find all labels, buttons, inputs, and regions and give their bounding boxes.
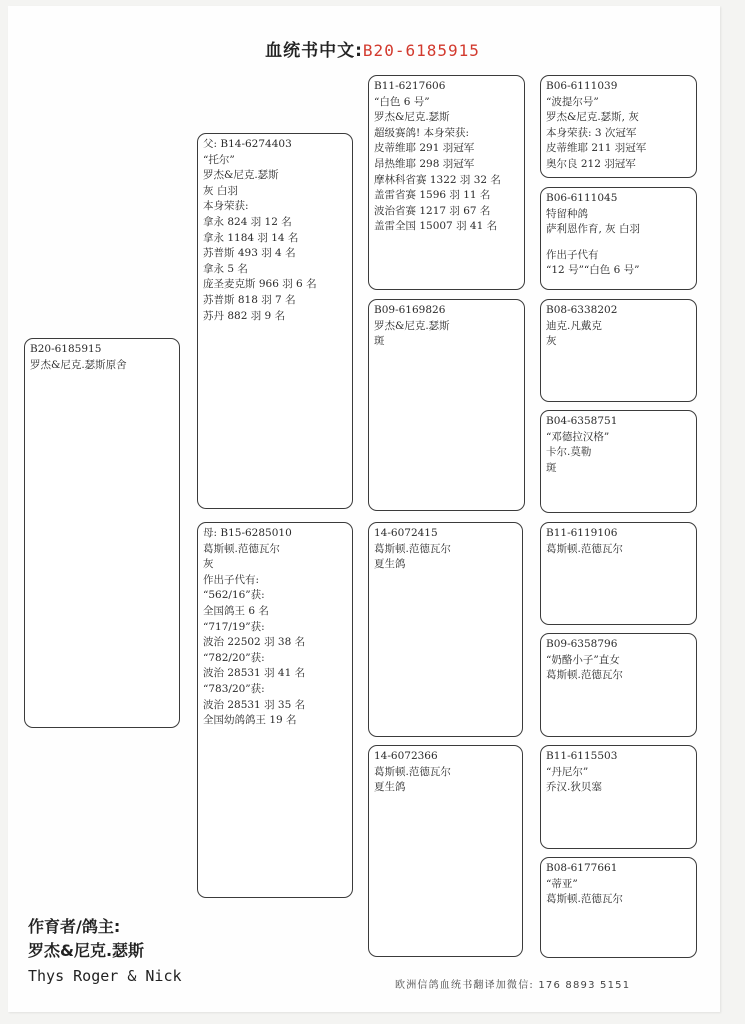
great-grandparent-box-6 — [540, 633, 697, 737]
pedigree-line: 罗杰&尼克.瑟斯, 灰 — [546, 111, 639, 124]
pedigree-line: 萨利恩作育, 灰 白羽 — [546, 223, 641, 236]
pedigree-line: 罗杰&尼克.瑟斯 — [203, 169, 279, 182]
pedigree-line: B11-6119106 — [546, 527, 618, 539]
pedigree-line: 昂热维耶 298 羽冠军 — [374, 157, 475, 170]
pedigree-line: B08-6177661 — [546, 862, 618, 874]
pedigree-line: B04-6358751 — [546, 415, 618, 427]
pedigree-line: 全国鸽王 6 名 — [203, 604, 269, 617]
pedigree-line: 灰 白羽 — [203, 184, 238, 197]
page-title — [0, 36, 745, 61]
pedigree-line: 灰 — [546, 335, 557, 348]
pedigree-line: B09-6169826 — [374, 304, 446, 316]
pedigree-line: 葛斯顿.范德瓦尔 — [374, 542, 451, 555]
pedigree-line: 奥尔良 212 羽冠军 — [546, 157, 636, 170]
pedigree-line: “782/20”获: — [203, 651, 265, 664]
breeder-label: 作育者/鸽主: — [28, 917, 121, 936]
pedigree-line: “托尔” — [203, 153, 235, 166]
pedigree-line: 摩林科省赛 1322 羽 32 名 — [374, 173, 501, 186]
breeder-block — [28, 915, 182, 989]
pedigree-line: 拿永 1184 羽 14 名 — [203, 231, 299, 244]
pedigree-line: 14-6072366 — [374, 750, 438, 762]
dam-box — [197, 522, 353, 898]
pedigree-line: 父: B14-6274403 — [203, 138, 292, 150]
pedigree-line: “12 号”“白色 6 号” — [546, 264, 640, 277]
pedigree-line: 超级赛鸽! 本身荣获: — [374, 126, 470, 139]
pedigree-line: B11-6115503 — [546, 750, 618, 762]
breeder-name-en: Thys Roger & Nick — [28, 967, 182, 985]
great-grandparent-box-5 — [540, 522, 697, 625]
pedigree-line: 苏普斯 818 羽 7 名 — [203, 293, 296, 306]
grandsire-paternal-box — [368, 75, 525, 290]
pedigree-line: B11-6217606 — [374, 80, 446, 92]
pedigree-line: “783/20”获: — [203, 682, 265, 695]
pedigree-line: 母: B15-6285010 — [203, 527, 292, 539]
pedigree-line: 全国幼鸽鸽王 19 名 — [203, 714, 297, 727]
pedigree-line: 苏丹 882 羽 9 名 — [203, 309, 286, 322]
pedigree-line: 灰 — [203, 558, 214, 571]
pedigree-line: 卡尔.莫勒 — [546, 446, 592, 459]
pedigree-line: 作出子代有: — [203, 573, 260, 586]
pedigree-line: 罗杰&尼克.瑟斯 — [374, 111, 450, 124]
breeder-name-cn: 罗杰&尼克.瑟斯 — [28, 941, 145, 960]
pedigree-line: B09-6358796 — [546, 638, 618, 650]
great-grandparent-box-2 — [540, 187, 697, 290]
pedigree-line: B06-6111039 — [546, 80, 618, 92]
pedigree-line: 波治 28531 羽 41 名 — [203, 667, 306, 680]
pedigree-line: 拿永 824 羽 12 名 — [203, 215, 292, 228]
great-grandparent-box-7 — [540, 745, 697, 849]
pedigree-line: B06-6111045 — [546, 192, 618, 204]
pedigree-line: “蒂亚” — [546, 877, 578, 890]
grandsire-maternal-box — [368, 522, 523, 737]
pedigree-line: 葛斯顿.范德瓦尔 — [374, 765, 451, 778]
pedigree-line: 盖雷省赛 1596 羽 11 名 — [374, 189, 491, 202]
pedigree-line: 皮蒂维耶 211 羽冠军 — [546, 142, 647, 155]
pedigree-line: 14-6072415 — [374, 527, 438, 539]
pedigree-line: 葛斯顿.范德瓦尔 — [546, 669, 623, 682]
title-ring-number: B20-6185915 — [362, 41, 480, 60]
pedigree-line: 拿永 5 名 — [203, 262, 248, 275]
sire-box — [197, 133, 353, 509]
pedigree-line: 夏生鸽 — [374, 558, 406, 571]
pigeon-box — [24, 338, 180, 728]
pedigree-line — [546, 238, 691, 248]
pedigree-line: 罗杰&尼克.瑟斯 — [374, 319, 450, 332]
great-grandparent-box-4 — [540, 410, 697, 513]
pedigree-line: “波提尔号” — [546, 95, 599, 108]
pedigree-line: 波治 22502 羽 38 名 — [203, 636, 306, 649]
pedigree-line: 苏普斯 493 羽 4 名 — [203, 247, 296, 260]
pedigree-line: 夏生鸽 — [374, 781, 406, 794]
pedigree-line: 盖雷全国 15007 羽 41 名 — [374, 220, 498, 233]
pedigree-line: 波治 28531 羽 35 名 — [203, 698, 306, 711]
title-prefix: 血统书中文: — [265, 41, 363, 61]
pedigree-line: “奶酪小子”直女 — [546, 653, 620, 666]
pedigree-line: 波治省赛 1217 羽 67 名 — [374, 204, 491, 217]
pedigree-line: 本身荣获: 3 次冠军 — [546, 126, 637, 139]
pedigree-line: 葛斯顿.范德瓦尔 — [203, 542, 280, 555]
great-grandparent-box-3 — [540, 299, 697, 402]
translation-contact: 欧洲信鸽血统书翻译加微信: 176 8893 5151 — [395, 980, 631, 991]
pedigree-line: “562/16”获: — [203, 589, 265, 602]
pedigree-line: 斑 — [546, 461, 557, 474]
pedigree-line: 迪克.凡戴克 — [546, 319, 602, 332]
pedigree-line: 特留种鸽 — [546, 207, 588, 220]
pedigree-line: 庞圣麦克斯 966 羽 6 名 — [203, 278, 317, 291]
pedigree-line: “邓德拉汉格” — [546, 430, 610, 443]
pedigree-line: 葛斯顿.范德瓦尔 — [546, 893, 623, 906]
pedigree-line: “白色 6 号” — [374, 95, 430, 108]
granddam-maternal-box — [368, 745, 523, 957]
pedigree-line: B20-6185915 — [30, 343, 102, 355]
pedigree-line: 本身荣获: — [203, 200, 249, 213]
pedigree-line: 皮蒂维耶 291 羽冠军 — [374, 142, 475, 155]
pedigree-line: “717/19”获: — [203, 620, 265, 633]
pedigree-line: 葛斯顿.范德瓦尔 — [546, 542, 623, 555]
pedigree-line: 斑 — [374, 335, 385, 348]
pedigree-line: 乔汉.狄贝塞 — [546, 781, 602, 794]
pedigree-line: 作出子代有 — [546, 248, 599, 261]
great-grandparent-box-1 — [540, 75, 697, 178]
pedigree-line: “丹尼尔” — [546, 765, 589, 778]
granddam-paternal-box — [368, 299, 525, 511]
great-grandparent-box-8 — [540, 857, 697, 958]
pedigree-line: B08-6338202 — [546, 304, 618, 316]
pedigree-line: 罗杰&尼克.瑟斯原舍 — [30, 358, 127, 371]
